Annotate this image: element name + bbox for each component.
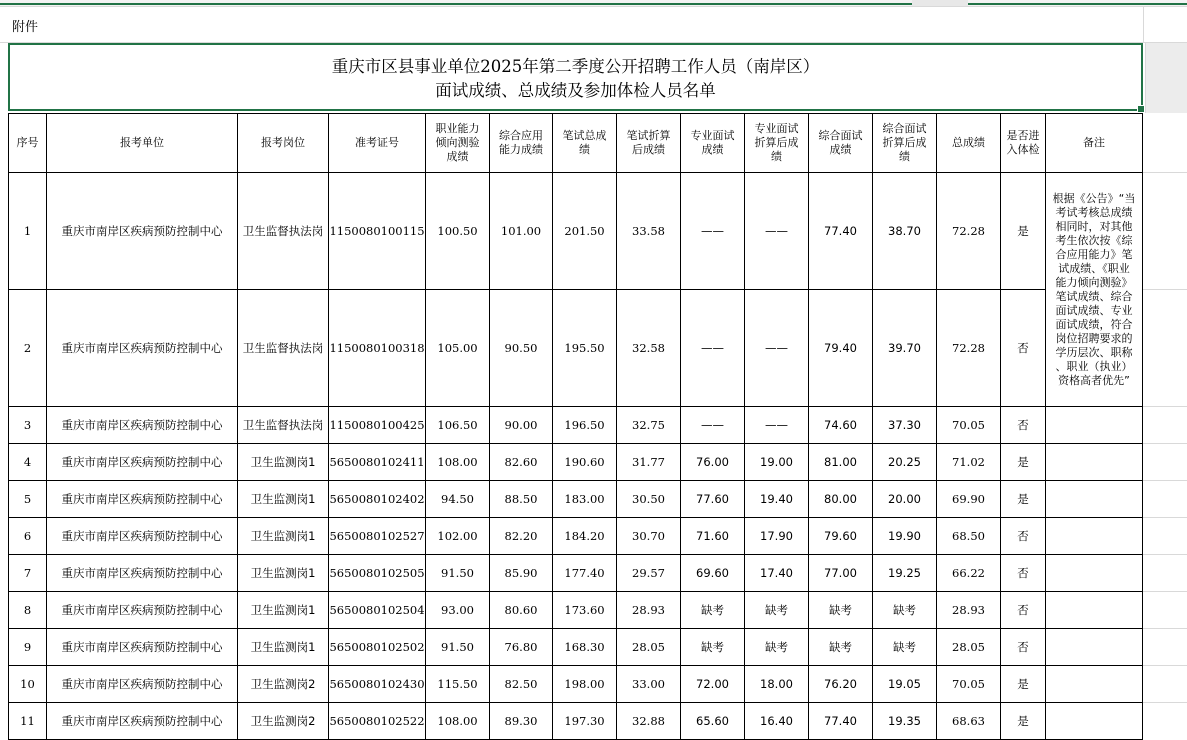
cell-comp-interview[interactable]: 缺考 (809, 592, 873, 629)
gridline (1143, 480, 1187, 481)
cell-comp-interview[interactable]: 76.20 (809, 666, 873, 703)
header-comp-interview[interactable]: 综合面试 成绩 (809, 114, 873, 173)
header-prof-interview[interactable]: 专业面试 成绩 (681, 114, 745, 173)
table-row (9, 629, 1143, 666)
cell-prof-interview[interactable]: 69.60 (681, 555, 745, 592)
cell-total[interactable]: 72.28 (937, 173, 1001, 290)
cell-aptitude[interactable]: 100.50 (426, 173, 490, 290)
cell-written-conv[interactable]: 32.75 (617, 407, 681, 444)
cell-comp-interview[interactable]: 80.00 (809, 481, 873, 518)
gridline (1143, 665, 1187, 666)
results-table (8, 113, 1143, 740)
cell-written-total[interactable]: 184.20 (553, 518, 617, 555)
cell-prof-interview[interactable]: —— (681, 173, 745, 290)
cell-unit[interactable]: 重庆市南岸区疾病预防控制中心 (47, 173, 238, 290)
cell-comp-conv[interactable]: 缺考 (873, 629, 937, 666)
table-row (9, 555, 1143, 592)
cell-note-empty[interactable] (1046, 703, 1143, 740)
cell-written-conv[interactable]: 32.88 (617, 703, 681, 740)
cell-note-empty[interactable] (1046, 555, 1143, 592)
cell-total[interactable]: 72.28 (937, 290, 1001, 407)
title-line-1: 重庆市区县事业单位2025年第二季度公开招聘工作人员（南岸区） (331, 57, 820, 76)
cell-total[interactable]: 68.50 (937, 518, 1001, 555)
cell-written-conv[interactable]: 29.57 (617, 555, 681, 592)
cell-position[interactable]: 卫生监测岗1 (238, 592, 329, 629)
cell-seq[interactable]: 7 (9, 555, 47, 592)
table-row (9, 173, 1143, 290)
cell-seq[interactable]: 4 (9, 444, 47, 481)
header-applied[interactable]: 综合应用 能力成绩 (490, 114, 553, 173)
cell-comp-conv[interactable]: 37.30 (873, 407, 937, 444)
cell-exam[interactable]: 否 (1001, 555, 1046, 592)
cell-written-total[interactable]: 196.50 (553, 407, 617, 444)
cell-total[interactable]: 70.05 (937, 666, 1001, 703)
cell-applied[interactable]: 90.50 (490, 290, 553, 407)
cell-total[interactable]: 28.93 (937, 592, 1001, 629)
cell-total[interactable]: 28.05 (937, 629, 1001, 666)
cell-aptitude[interactable]: 108.00 (426, 444, 490, 481)
cell-written-total[interactable]: 201.50 (553, 173, 617, 290)
cell-prof-interview[interactable]: 77.60 (681, 481, 745, 518)
cell-seq[interactable]: 1 (9, 173, 47, 290)
cell-prof-interview[interactable]: 缺考 (681, 592, 745, 629)
cell-position[interactable]: 卫生监督执法岗 (238, 407, 329, 444)
cell-aptitude[interactable]: 93.00 (426, 592, 490, 629)
cell-note-empty[interactable] (1046, 444, 1143, 481)
cell-prof-conv[interactable]: 缺考 (745, 629, 809, 666)
gridline (1143, 591, 1187, 592)
cell-prof-interview[interactable]: —— (681, 290, 745, 407)
cell-aptitude[interactable]: 108.00 (426, 703, 490, 740)
cell-comp-conv[interactable]: 19.90 (873, 518, 937, 555)
cell-exam-no[interactable]: 5650080102430 (329, 666, 426, 703)
cell-aptitude[interactable]: 91.50 (426, 629, 490, 666)
table-row (9, 481, 1143, 518)
gridline (1143, 628, 1187, 629)
cell-seq[interactable]: 6 (9, 518, 47, 555)
cell-position[interactable]: 卫生监测岗1 (238, 629, 329, 666)
cell-unit[interactable]: 重庆市南岸区疾病预防控制中心 (47, 703, 238, 740)
table-row (9, 444, 1143, 481)
cell-comp-interview[interactable]: 77.40 (809, 173, 873, 290)
cell-prof-conv[interactable]: 18.00 (745, 666, 809, 703)
cell-seq[interactable]: 8 (9, 592, 47, 629)
cell-position[interactable]: 卫生监测岗1 (238, 518, 329, 555)
cell-written-total[interactable]: 190.60 (553, 444, 617, 481)
cell-exam-no[interactable]: 5650080102522 (329, 703, 426, 740)
cell-seq[interactable]: 2 (9, 290, 47, 407)
cell-exam[interactable]: 否 (1001, 592, 1046, 629)
cell-aptitude[interactable]: 105.00 (426, 290, 490, 407)
cell-comp-conv[interactable]: 19.05 (873, 666, 937, 703)
cell-note-empty[interactable] (1046, 407, 1143, 444)
cell-exam-no[interactable]: 5650080102527 (329, 518, 426, 555)
fill-handle[interactable] (1137, 105, 1145, 113)
cell-exam[interactable]: 是 (1001, 481, 1046, 518)
cell-unit[interactable]: 重庆市南岸区疾病预防控制中心 (47, 555, 238, 592)
cell-position[interactable]: 卫生监督执法岗 (238, 290, 329, 407)
cell-aptitude[interactable]: 102.00 (426, 518, 490, 555)
header-aptitude[interactable]: 职业能力 倾向测验 成绩 (426, 114, 490, 173)
sheet-top-edge (0, 0, 1187, 7)
cell-written-total[interactable]: 168.30 (553, 629, 617, 666)
table-row (9, 703, 1143, 740)
cell-unit[interactable]: 重庆市南岸区疾病预防控制中心 (47, 290, 238, 407)
cell-exam[interactable]: 是 (1001, 444, 1046, 481)
cell-comp-interview[interactable]: 74.60 (809, 407, 873, 444)
cell-exam[interactable]: 是 (1001, 666, 1046, 703)
cell-seq[interactable]: 11 (9, 703, 47, 740)
cell-applied[interactable]: 76.80 (490, 629, 553, 666)
cell-exam[interactable]: 否 (1001, 290, 1046, 407)
cell-note-empty[interactable] (1046, 666, 1143, 703)
gridline (1143, 517, 1187, 518)
cell-exam-no[interactable]: 1150080100318 (329, 290, 426, 407)
cell-seq[interactable]: 10 (9, 666, 47, 703)
cell-applied[interactable]: 82.20 (490, 518, 553, 555)
cell-position[interactable]: 卫生监督执法岗 (238, 173, 329, 290)
cell-exam-no[interactable]: 5650080102504 (329, 592, 426, 629)
cell-seq[interactable]: 3 (9, 407, 47, 444)
header-row (9, 114, 1143, 173)
cell-unit[interactable]: 重庆市南岸区疾病预防控制中心 (47, 481, 238, 518)
cell-unit[interactable]: 重庆市南岸区疾病预防控制中心 (47, 518, 238, 555)
table-row (9, 518, 1143, 555)
cell-comp-interview[interactable]: 81.00 (809, 444, 873, 481)
cell-note-empty[interactable] (1046, 518, 1143, 555)
attachment-label[interactable]: 附件 (12, 20, 39, 35)
cell-total[interactable]: 71.02 (937, 444, 1001, 481)
gridline (1143, 289, 1187, 290)
cell-exam-no[interactable]: 5650080102505 (329, 555, 426, 592)
table-row (9, 666, 1143, 703)
cell-written-total[interactable]: 183.00 (553, 481, 617, 518)
cell-prof-interview[interactable]: 76.00 (681, 444, 745, 481)
table-row (9, 592, 1143, 629)
cell-written-conv[interactable]: 31.77 (617, 444, 681, 481)
cell-note[interactable]: 根据《公告》“当 考试考核总成绩 相同时，对其他 考生依次按《综 合应用能力》笔 试成绩、《职业 能力倾向测验》 笔试成绩、综合 面试成绩、专业 面试成绩，符合 岗位招聘要求的 学历层次、职称 、职业（执业） 资格高者优先” (1046, 173, 1143, 407)
gridline (1143, 406, 1187, 407)
header-total[interactable]: 总成绩 (937, 114, 1001, 173)
cell-position[interactable]: 卫生监测岗2 (238, 666, 329, 703)
cell-prof-interview[interactable]: 71.60 (681, 518, 745, 555)
cell-comp-conv[interactable]: 缺考 (873, 592, 937, 629)
cell-exam[interactable]: 是 (1001, 703, 1046, 740)
cell-applied[interactable]: 85.90 (490, 555, 553, 592)
header-written-total[interactable]: 笔试总成 绩 (553, 114, 617, 173)
gridline (1143, 443, 1187, 444)
cell-prof-conv[interactable]: —— (745, 173, 809, 290)
cell-prof-interview[interactable]: 72.00 (681, 666, 745, 703)
gridline (1143, 702, 1187, 703)
cell-aptitude[interactable]: 115.50 (426, 666, 490, 703)
cell-written-conv[interactable]: 30.70 (617, 518, 681, 555)
cell-prof-conv[interactable]: 19.40 (745, 481, 809, 518)
cell-comp-interview[interactable]: 77.00 (809, 555, 873, 592)
cell-exam-no[interactable]: 5650080102402 (329, 481, 426, 518)
cell-aptitude[interactable]: 91.50 (426, 555, 490, 592)
selection-border (0, 3, 1187, 5)
cell-written-total[interactable]: 198.00 (553, 666, 617, 703)
header-exam-no[interactable]: 准考证号 (329, 114, 426, 173)
header-position[interactable]: 报考岗位 (238, 114, 329, 173)
cell-exam[interactable]: 否 (1001, 629, 1046, 666)
cell-seq[interactable]: 9 (9, 629, 47, 666)
empty-column-area[interactable] (1143, 113, 1187, 740)
cell-unit[interactable]: 重庆市南岸区疾病预防控制中心 (47, 592, 238, 629)
cell-total[interactable]: 70.05 (937, 407, 1001, 444)
cell-prof-interview[interactable]: 65.60 (681, 703, 745, 740)
cell-comp-conv[interactable]: 20.25 (873, 444, 937, 481)
cell-prof-conv[interactable]: 缺考 (745, 592, 809, 629)
gridline (1143, 172, 1187, 173)
cell-applied[interactable]: 80.60 (490, 592, 553, 629)
table-row (9, 407, 1143, 444)
cell-exam-no[interactable]: 1150080100425 (329, 407, 426, 444)
header-seq[interactable]: 序号 (9, 114, 47, 173)
gridline (1143, 554, 1187, 555)
cell-exam-no[interactable]: 1150080100115 (329, 173, 426, 290)
cell-prof-conv[interactable]: —— (745, 407, 809, 444)
cell-written-total[interactable]: 173.60 (553, 592, 617, 629)
cell-position[interactable]: 卫生监测岗2 (238, 703, 329, 740)
cell-prof-conv[interactable]: 17.40 (745, 555, 809, 592)
cell-total[interactable]: 66.22 (937, 555, 1001, 592)
header-exam[interactable]: 是否进 入体检 (1001, 114, 1046, 173)
cell-comp-conv[interactable]: 19.25 (873, 555, 937, 592)
cell-prof-conv[interactable]: 17.90 (745, 518, 809, 555)
cell-applied[interactable]: 88.50 (490, 481, 553, 518)
cell-total[interactable]: 68.63 (937, 703, 1001, 740)
cell-total[interactable]: 69.90 (937, 481, 1001, 518)
cell-prof-conv[interactable]: 19.00 (745, 444, 809, 481)
table-row (9, 290, 1143, 407)
cell-unit[interactable]: 重庆市南岸区疾病预防控制中心 (47, 629, 238, 666)
cell-prof-conv[interactable]: 16.40 (745, 703, 809, 740)
empty-cell-area[interactable] (1145, 43, 1187, 113)
cell-applied[interactable]: 101.00 (490, 173, 553, 290)
title-cell[interactable] (8, 43, 1143, 111)
header-written-conv[interactable]: 笔试折算 后成绩 (617, 114, 681, 173)
cell-prof-interview[interactable]: 缺考 (681, 629, 745, 666)
cell-position[interactable]: 卫生监测岗1 (238, 481, 329, 518)
cell-comp-conv[interactable]: 39.70 (873, 290, 937, 407)
cell-written-conv[interactable]: 28.05 (617, 629, 681, 666)
cell-comp-conv[interactable]: 38.70 (873, 173, 937, 290)
cell-unit[interactable]: 重庆市南岸区疾病预防控制中心 (47, 444, 238, 481)
cell-seq[interactable]: 5 (9, 481, 47, 518)
cell-comp-interview[interactable]: 77.40 (809, 703, 873, 740)
cell-prof-interview[interactable]: —— (681, 407, 745, 444)
title-line-2: 面试成绩、总成绩及参加体检人员名单 (435, 81, 716, 100)
cell-position[interactable]: 卫生监测岗1 (238, 555, 329, 592)
attachment-row[interactable] (0, 7, 1187, 43)
cell-written-total[interactable]: 197.30 (553, 703, 617, 740)
cell-comp-interview[interactable]: 79.40 (809, 290, 873, 407)
cell-applied[interactable]: 89.30 (490, 703, 553, 740)
cell-exam[interactable]: 否 (1001, 518, 1046, 555)
gridline (1143, 7, 1144, 42)
cell-prof-conv[interactable]: —— (745, 290, 809, 407)
cell-aptitude[interactable]: 94.50 (426, 481, 490, 518)
cell-written-conv[interactable]: 33.00 (617, 666, 681, 703)
cell-applied[interactable]: 82.50 (490, 666, 553, 703)
column-header-gap (912, 0, 968, 6)
cell-exam-no[interactable]: 5650080102411 (329, 444, 426, 481)
cell-exam-no[interactable]: 5650080102502 (329, 629, 426, 666)
cell-written-conv[interactable]: 30.50 (617, 481, 681, 518)
cell-written-total[interactable]: 177.40 (553, 555, 617, 592)
header-note[interactable]: 备注 (1046, 114, 1143, 173)
cell-applied[interactable]: 82.60 (490, 444, 553, 481)
cell-written-conv[interactable]: 32.58 (617, 290, 681, 407)
cell-note-empty[interactable] (1046, 592, 1143, 629)
cell-written-conv[interactable]: 28.93 (617, 592, 681, 629)
cell-position[interactable]: 卫生监测岗1 (238, 444, 329, 481)
cell-comp-interview[interactable]: 79.60 (809, 518, 873, 555)
header-comp-conv[interactable]: 综合面试 折算后成 绩 (873, 114, 937, 173)
cell-comp-conv[interactable]: 19.35 (873, 703, 937, 740)
cell-exam[interactable]: 否 (1001, 407, 1046, 444)
cell-comp-conv[interactable]: 20.00 (873, 481, 937, 518)
cell-unit[interactable]: 重庆市南岸区疾病预防控制中心 (47, 666, 238, 703)
header-unit[interactable]: 报考单位 (47, 114, 238, 173)
cell-aptitude[interactable]: 106.50 (426, 407, 490, 444)
cell-note-empty[interactable] (1046, 481, 1143, 518)
cell-written-total[interactable]: 195.50 (553, 290, 617, 407)
cell-exam[interactable]: 是 (1001, 173, 1046, 290)
cell-comp-interview[interactable]: 缺考 (809, 629, 873, 666)
cell-written-conv[interactable]: 33.58 (617, 173, 681, 290)
cell-note-empty[interactable] (1046, 629, 1143, 666)
header-prof-conv[interactable]: 专业面试 折算后成 绩 (745, 114, 809, 173)
cell-unit[interactable]: 重庆市南岸区疾病预防控制中心 (47, 407, 238, 444)
cell-applied[interactable]: 90.00 (490, 407, 553, 444)
